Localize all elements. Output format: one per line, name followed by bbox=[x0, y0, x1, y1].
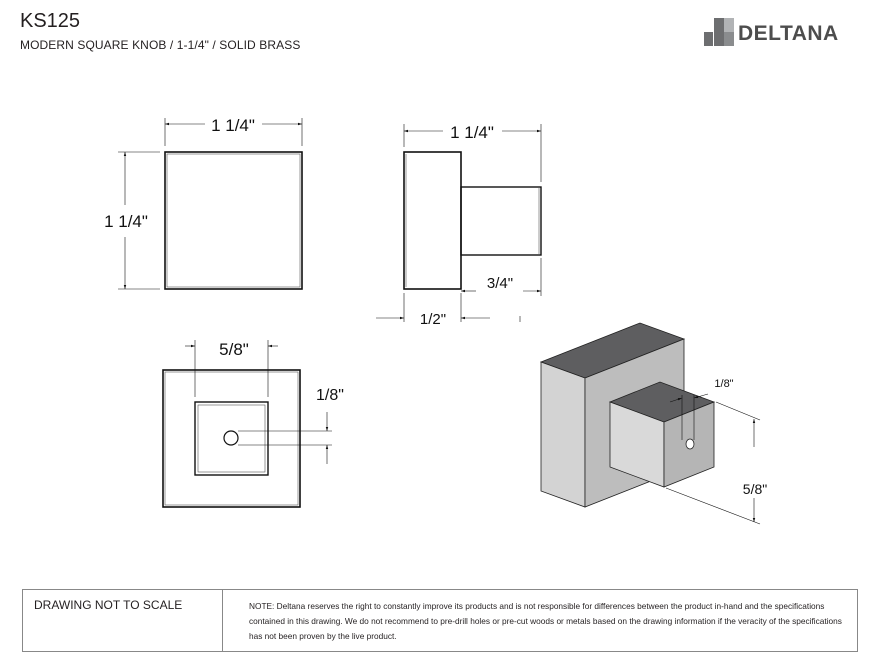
iso-mounting-hole bbox=[686, 439, 694, 449]
back-view-face bbox=[163, 370, 300, 507]
mounting-hole bbox=[224, 431, 238, 445]
scale-note: DRAWING NOT TO SCALE bbox=[34, 598, 183, 612]
stem-length-label: 3/4" bbox=[486, 275, 514, 292]
side-view bbox=[376, 123, 541, 328]
isometric-view bbox=[541, 323, 767, 524]
base-thickness-label: 1/2" bbox=[419, 311, 447, 328]
side-view-stem bbox=[461, 187, 541, 255]
side-length-label: 1 1/4" bbox=[450, 123, 494, 142]
product-subtitle: MODERN SQUARE KNOB / 1-1/4" / SOLID BRASS bbox=[20, 38, 301, 52]
iso-stem-label: 5/8" bbox=[742, 481, 768, 497]
footer-box bbox=[22, 589, 858, 652]
side-view-base bbox=[404, 152, 461, 289]
product-model-title: KS125 bbox=[20, 10, 81, 32]
hole-diameter-label: 1/8" bbox=[316, 387, 344, 404]
front-view bbox=[104, 116, 302, 289]
front-view-face bbox=[165, 152, 302, 289]
front-height-label: 1 1/4" bbox=[104, 212, 148, 231]
disclaimer-note: NOTE: Deltana reserves the right to constantly improve its products and is not responsible for differences between the product in-hand and the specifications contained in this drawing. We do not recommend to pre-drill holes or pre-cut woods or metals based on the drawing information if the veracity of the specifications has not been proven by the live product. bbox=[249, 601, 842, 641]
iso-hole-label: 1/8" bbox=[714, 378, 734, 390]
scale-note-cell bbox=[23, 590, 223, 651]
brand-name: DELTANA bbox=[738, 22, 839, 45]
back-view-stem bbox=[195, 402, 268, 475]
back-stem-width-label: 5/8" bbox=[219, 340, 249, 359]
front-width-label: 1 1/4" bbox=[211, 116, 255, 135]
back-view bbox=[163, 340, 344, 507]
